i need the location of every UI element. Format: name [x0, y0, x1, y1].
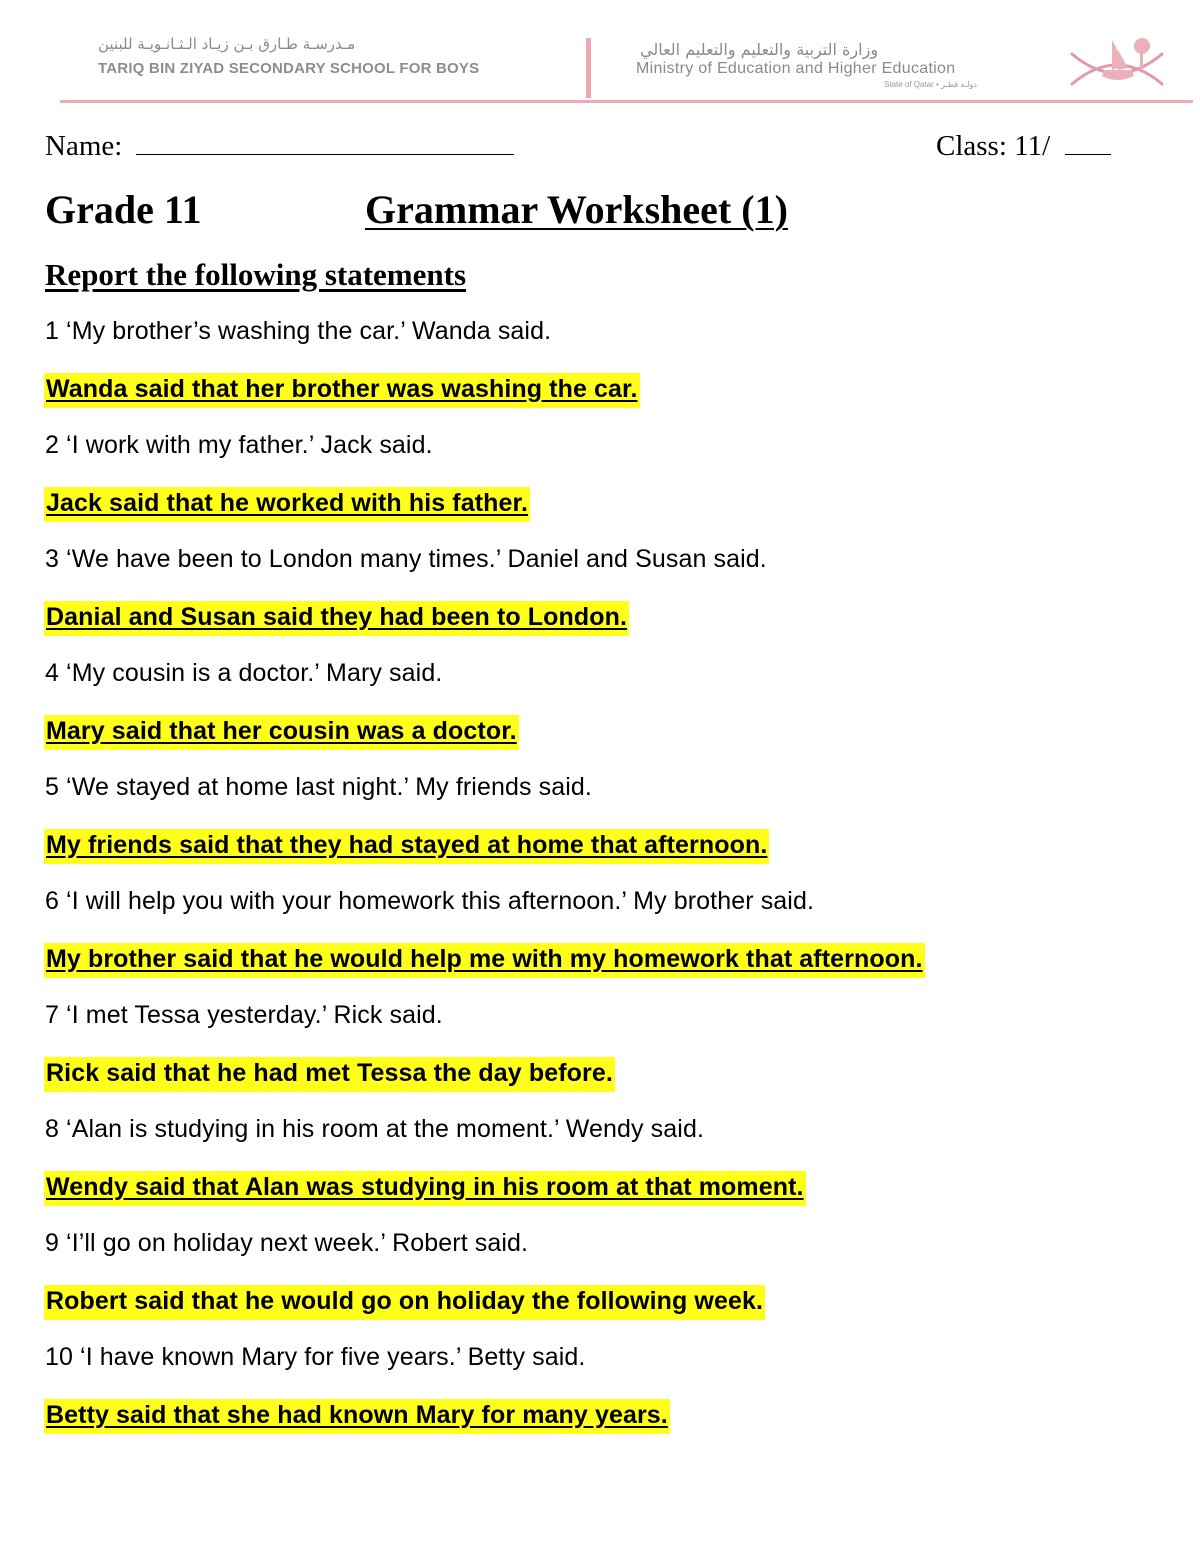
class-blank[interactable]	[1065, 132, 1111, 155]
question-4: 4 ‘My cousin is a doctor.’ Mary said.	[45, 659, 443, 687]
school-name-english: TARIQ BIN ZIYAD SECONDARY SCHOOL FOR BOYS	[98, 60, 480, 77]
question-6: 6 ‘I will help you with your homework this afternoon.’ My brother said.	[45, 887, 815, 915]
answer-4: Mary said that her cousin was a doctor.	[44, 715, 519, 750]
name-blank[interactable]	[136, 132, 514, 155]
answer-6: My brother said that he would help me with my homework that afternoon.	[44, 943, 925, 978]
question-1: 1 ‘My brother’s washing the car.’ Wanda said.	[45, 317, 552, 345]
school-name-arabic: مـدرسـة طـارق بـن زيـاد الـثـانـويـة للبنين	[98, 35, 356, 53]
question-7: 7 ‘I met Tessa yesterday.’ Rick said.	[45, 1001, 443, 1029]
answer-10: Betty said that she had known Mary for many years.	[44, 1399, 670, 1434]
letterhead-vertical-divider	[586, 38, 591, 98]
answer-7: Rick said that he had met Tessa the day before.	[44, 1057, 615, 1092]
instructions-heading: Report the following statements	[45, 257, 467, 292]
ministry-name-arabic: وزارة التربية والتعليم والتعليم العالي	[640, 40, 879, 59]
answer-2: Jack said that he worked with his father.	[44, 487, 530, 522]
name-label: Name:	[45, 130, 123, 162]
class-field	[936, 130, 1111, 163]
answer-5: My friends said that they had stayed at home that afternoon.	[44, 829, 769, 864]
answer-9: Robert said that he would go on holiday the following week.	[44, 1285, 765, 1320]
question-5: 5 ‘We stayed at home last night.’ My friends said.	[45, 773, 592, 801]
letterhead-horizontal-divider	[60, 100, 1193, 103]
qatar-emblem-icon	[1062, 26, 1172, 96]
question-9: 9 ‘I’ll go on holiday next week.’ Robert said.	[45, 1229, 529, 1257]
worksheet-title: Grammar Worksheet (1)	[365, 187, 788, 232]
question-2: 2 ‘I work with my father.’ Jack said.	[45, 431, 433, 459]
question-10: 10 ‘I have known Mary for five years.’ Betty said.	[45, 1343, 586, 1371]
ministry-state-label: State of Qatar • دولـة قطـر	[884, 80, 977, 89]
letterhead	[0, 0, 1200, 110]
question-8: 8 ‘Alan is studying in his room at the moment.’ Wendy said.	[45, 1115, 704, 1143]
answer-8: Wendy said that Alan was studying in his room at that moment.	[44, 1171, 806, 1206]
answer-3: Danial and Susan said they had been to London.	[44, 601, 629, 636]
class-label: Class: 11/	[936, 130, 1051, 162]
ministry-name-english: Ministry of Education and Higher Education	[636, 60, 956, 77]
name-field	[45, 130, 514, 163]
grade-heading: Grade 11	[45, 187, 202, 232]
question-3: 3 ‘We have been to London many times.’ Daniel and Susan said.	[45, 545, 767, 573]
answer-1: Wanda said that her brother was washing the car.	[44, 373, 640, 408]
